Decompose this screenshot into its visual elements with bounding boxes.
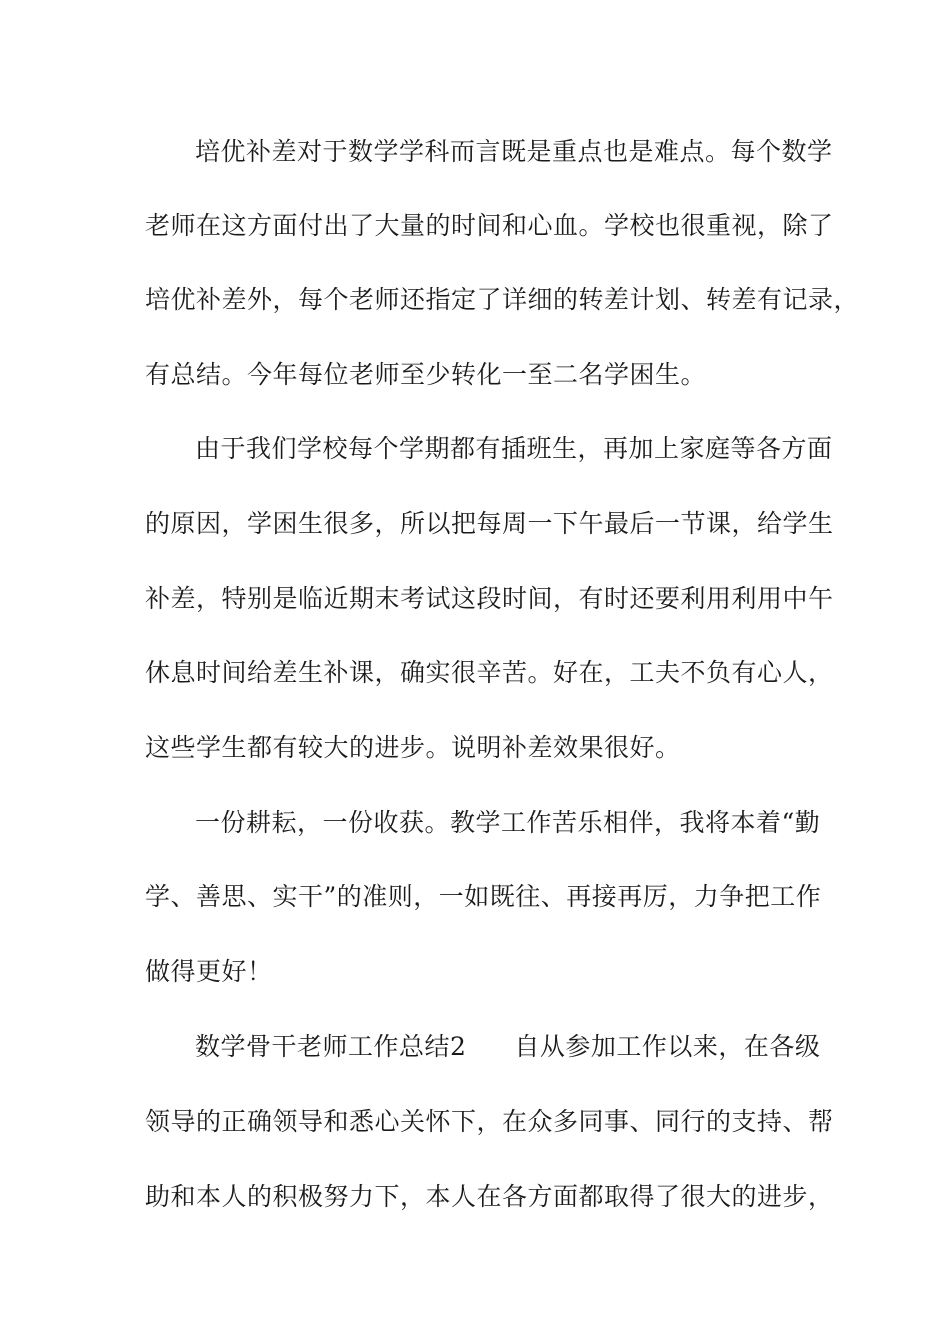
paragraph-2-line-3: 补差，特别是临近期末考试这段时间，有时还要利用利用中午 (145, 584, 834, 613)
paragraph-2-line-1: 由于我们学校每个学期都有插班生，再加上家庭等各方面 (195, 434, 833, 463)
paragraph-1-line-4: 有总结。今年每位老师至少转化一至二名学困生。 (145, 360, 707, 389)
paragraph-4-line-3: 助和本人的积极努力下，本人在各方面都取得了很大的进步， (145, 1182, 834, 1211)
paragraph-2-line-4: 休息时间给差生补课，确实很辛苦。好在，工夫不负有心人， (145, 658, 834, 687)
paragraph-2-line-5: 这些学生都有较大的进步。说明补差效果很好。 (145, 733, 681, 762)
paragraph-3-line-1: 一份耕耘，一份收获。教学工作苦乐相伴，我将本着“勤 (195, 808, 821, 837)
paragraph-4-line-2: 领导的正确领导和悉心关怀下，在众多同事、同行的支持、帮 (145, 1107, 834, 1136)
paragraph-4-line-1 (195, 1027, 875, 1067)
paragraph-1-line-3: 培优补差外，每个老师还指定了详细的转差计划、转差有记录， (145, 285, 860, 314)
paragraph-3-line-2: 学、善思、实干”的准则，一如既往、再接再厉，力争把工作 (145, 882, 822, 911)
paragraph-1-line-1: 培优补差对于数学学科而言既是重点也是难点。每个数学 (195, 137, 833, 166)
paragraph-2-line-2: 的原因，学困生很多，所以把每周一下午最后一节课，给学生 (145, 509, 834, 538)
paragraph-3-line-3: 做得更好！ (145, 957, 273, 986)
paragraph-1-line-2: 老师在这方面付出了大量的时间和心血。学校也很重视，除了 (145, 211, 834, 240)
section-heading: 数学骨干老师工作总结2 (195, 1032, 467, 1061)
paragraph-4-line-1-text: 自从参加工作以来，在各级 (514, 1032, 821, 1061)
